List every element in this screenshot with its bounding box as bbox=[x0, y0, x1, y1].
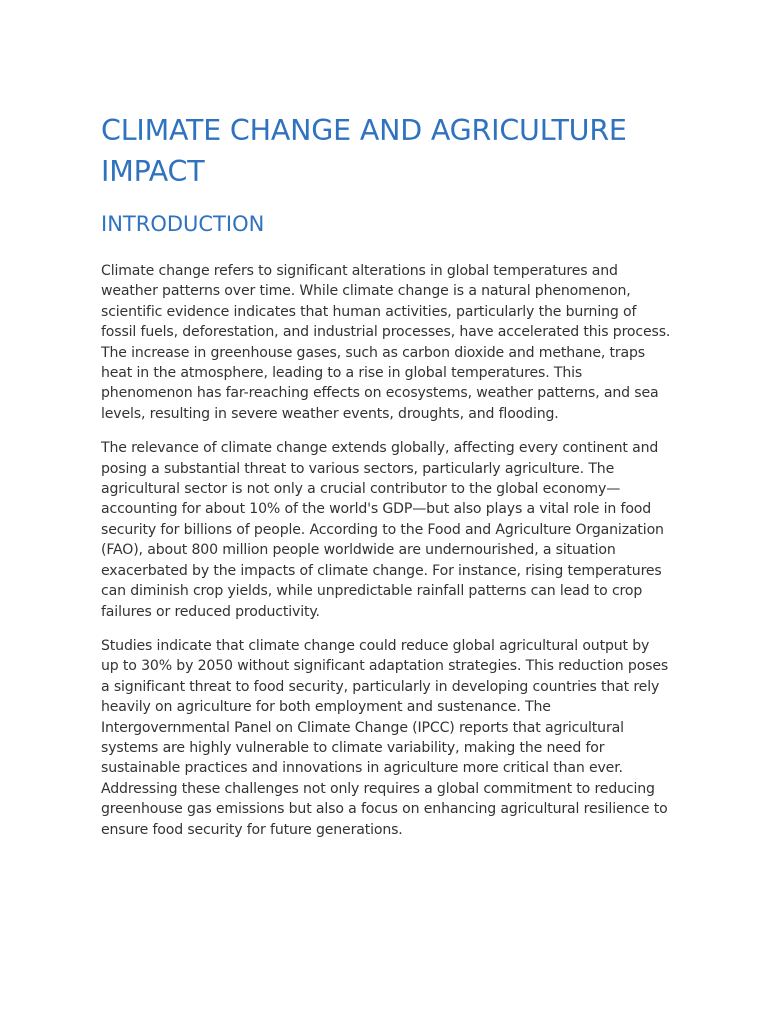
section-heading-introduction: INTRODUCTION bbox=[101, 212, 265, 236]
paragraph-1: Climate change refers to significant alterations in global temperatures and weather patterns over time. While climate change is a natural phenomenon, scientific evidence indicates that human activities, particularly the burning of fossil fuels, deforestation, and industrial processes, have accelerated this process. The increase in greenhouse gases, such as carbon dioxide and methane, traps heat in the atmosphere, leading to a rise in global temperatures. This phenomenon has far-reaching effects on ecosystems, weather patterns, and sea levels, resulting in severe weather events, droughts, and flooding. bbox=[101, 263, 671, 422]
paragraph-3: Studies indicate that climate change could reduce global agricultural output by up to 30% by 2050 without significant adaptation strategies. This reduction poses a significant threat to food security, particularly in developing countries that rely heavily on agriculture for both employment and sustenance. The Intergovernmental Panel on Climate Change (IPCC) reports that agricultural systems are highly vulnerable to climate variability, making the need for sustainable practices and innovations in agriculture more critical than ever. Addressing these challenges not only requires a global commitment to reducing greenhouse gas emissions but also a focus on enhancing agricultural resilience to ensure food security for future generations. bbox=[101, 637, 669, 838]
document-page bbox=[101, 110, 671, 840]
document-title: CLIMATE CHANGE AND AGRICULTURE IMPACT bbox=[101, 114, 627, 188]
paragraph-2: The relevance of climate change extends globally, affecting every continent and posing a substantial threat to various sectors, particularly agriculture. The agricultural sector is not only a crucial contributor to the global economy—accounting for about 10% of the world's GDP—but also plays a vital role in food security for billions of people. According to the Food and Agriculture Organization (FAO), about 800 million people worldwide are undernourished, a situation exacerbated by the impacts of climate change. For instance, rising temperatures can diminish crop yields, while unpredictable rainfall patterns can lead to crop failures or reduced productivity. bbox=[101, 440, 664, 620]
